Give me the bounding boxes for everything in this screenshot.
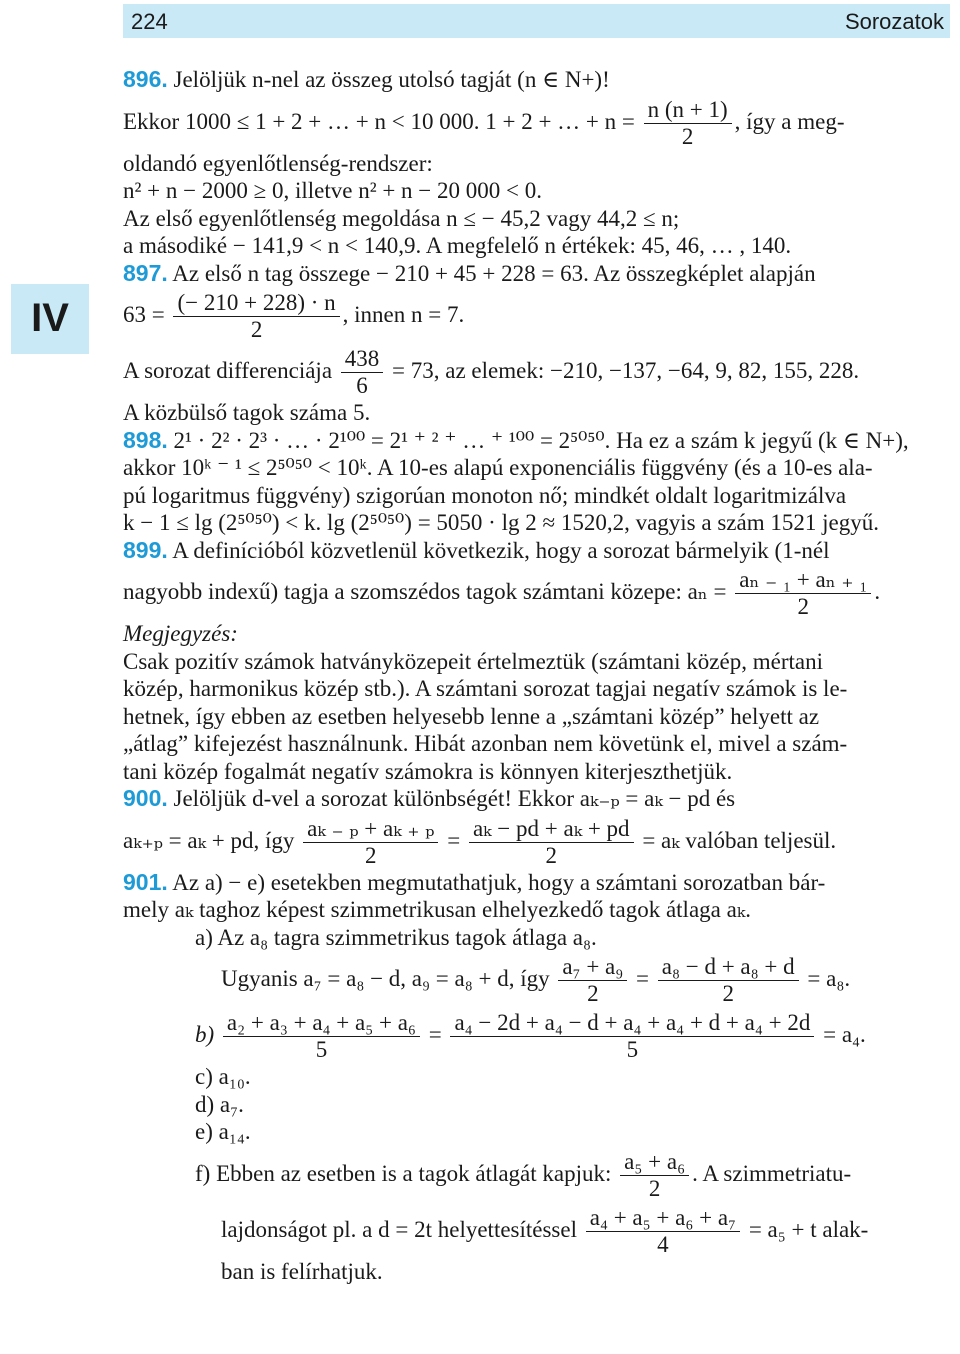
fraction: $\frac{\text{a₇ + a₉}}{2}$	[558, 954, 627, 1007]
case-f-line-1: f) Ebben az esetben is a tagok átlagát kapjuk: $\frac{\text{a₅ + a₆}}{2}$ . A szimmetriatu-	[195, 1148, 852, 1201]
problem-899-line-2: nagyobb indexű) tagja a szomszédos tagok számtani közepe: aₙ = $\frac{\text{aₙ ₋ ₁ + aₙ ₊ ₁}}{2}$ .	[123, 567, 881, 620]
fraction: $\frac{\text{a₄ + a₅ + a₆ + a₇}}{4}$	[586, 1205, 740, 1258]
case-a-equation: Ugyanis a₇ = a₈ − d, a₉ = a₈ + d, így $\frac{\text{a₇ + a₉}}{2}$ = $\frac{\text{a₈ − d + a₈ + d}}{2}$ = a₈.	[221, 954, 851, 1007]
problem-896-line-1: 896. Jelöljük n-nel az összeg utolsó tagját (n ∈ N+)!	[123, 66, 610, 92]
fraction: $\frac{\text{a₈ − d + a₈ + d}}{2}$	[658, 954, 799, 1007]
fraction: $\frac{\text{aₖ ₋ ₚ + aₖ ₊ ₚ}}{2}$	[303, 816, 438, 869]
case-b-equation: b) $\frac{\text{a₂ + a₃ + a₄ + a₅ + a₆}}{5}$ = $\frac{\text{a₄ − 2d + a₄ − d + a₄ + a₄ + d + a₄ + 2d}}{5}$ = a₄.	[195, 1010, 866, 1063]
fraction: $\frac{(- 210 + 228) \cdot n}{2}$	[173, 290, 339, 343]
fraction: $\frac{\text{a₅ + a₆}}{2}$	[620, 1149, 689, 1202]
problem-number: 900.	[123, 785, 168, 811]
fraction: $\frac{438}{6}$	[341, 346, 384, 399]
fraction: $\frac{\text{aₙ ₋ ₁ + aₙ ₊ ₁}}{2}$	[735, 567, 871, 620]
fraction: $\frac{\text{a₂ + a₃ + a₄ + a₅ + a₆}}{5}$	[223, 1010, 420, 1063]
note-label: Megjegyzés:	[123, 621, 238, 646]
problem-number: 898.	[123, 426, 168, 453]
chapter-tab: IV	[11, 284, 89, 354]
chapter-title: Sorozatok	[844, 9, 944, 34]
fraction: $\frac{n (n + 1)}{2}$	[644, 97, 732, 150]
problem-897-line-2: 63 = $\frac{(- 210 + 228) \cdot n}{2}$ , innen n = 7.	[123, 290, 465, 343]
page-number: 224	[131, 9, 168, 34]
problem-number: 896.	[123, 66, 168, 92]
problem-900-line-1: 900. Jelöljük d-vel a sorozat különbségét! Ekkor aₖ₋ₚ = aₖ − pd és	[123, 785, 736, 811]
problem-897-line-1: 897. Az első n tag összege − 210 + 45 + 228 = 63. Az összegképlet alapján	[123, 259, 816, 286]
problem-number: 899.	[123, 536, 168, 563]
problem-900-line-2: aₖ₊ₚ = aₖ + pd, így $\frac{\text{aₖ ₋ ₚ + aₖ ₊ ₚ}}{2}$ = $\frac{\text{aₖ − pd + aₖ + pd}}{2}$ = aₖ valóban teljesül.	[123, 815, 837, 868]
problem-number: 897.	[123, 259, 168, 286]
problem-899-line-1: 899. A definícióból közvetlenül következik, hogy a sorozat bármelyik (1-nél	[123, 536, 830, 563]
page-header	[123, 4, 950, 38]
fraction: $\frac{\text{aₖ − pd + aₖ + pd}}{2}$	[469, 816, 634, 869]
problem-898-line-1: 898. 2¹ · 2² · 2³ · … · 2¹⁰⁰ = 2¹ ⁺ ² ⁺ … ⁺ ¹⁰⁰ = 2⁵⁰⁵⁰. Ha ez a szám k jegyű (k ∈ N+),	[123, 426, 909, 453]
case-f-line-2: lajdonságot pl. a d = 2t helyettesítéssel $\frac{\text{a₄ + a₅ + a₆ + a₇}}{4}$ = a₅ + t alak-	[221, 1204, 869, 1257]
problem-897-line-3: A sorozat differenciája $\frac{438}{6}$ = 73, az elemek: −210, −137, −64, 9, 82, 155, 228.	[123, 346, 860, 399]
problem-896-line-2: Ekkor 1000 ≤ 1 + 2 + … + n < 10 000. 1 + 2 + … + n = $\frac{n (n + 1)}{2}$ , így a meg-	[123, 96, 845, 149]
page-content: 896. Jelöljük n-nel az összeg utolsó tagját (n ∈ N+)! Ekkor 1000 ≤ 1 + 2 + … + n < 10 000. 1 + 2 + … + n = $\frac{n (n + 1)}{2}$ , így a meg- oldandó egyenlőtlenség-rendszer: n² + n − 2000 ≥ 0, illetve n² + n − 20 000 < 0. Az első egyenlőtlenség megoldása n ≤ − 45,2 vagy 44,2 ≤ n; a másodiké − 141,9 < n < 140,9. A megfelelő n értékek: 45, 46, … , 140. 897. Az első n tag összege − 210 + 45 + 228 = 63. Az összegképlet alapján 63 = $\frac{(- 210 + 228) \cdot n}{2}$ , innen n = 7. A sorozat differenciája $\frac{438}{6}$ = 73, az elemek: −210, −137, −64, 9, 82, 155, 228. A közbülső tagok száma 5. 898. 2¹ · 2² · 2³ · … · 2¹⁰⁰ = 2¹ ⁺ ² ⁺ … ⁺ ¹⁰⁰ = 2⁵⁰⁵⁰. Ha ez a szám k jegyű (k ∈ N+), akkor 10ᵏ ⁻ ¹ ≤ 2⁵⁰⁵⁰ < 10ᵏ. A 10-es alapú exponenciális függvény (és a 10-es ala- pú logaritmus függvény) szigorúan monoton nő; mindkét oldalt logaritmizálva k − 1 ≤ lg (2⁵⁰⁵⁰) < k. lg (2⁵⁰⁵⁰) = 5050 · lg 2 ≈ 1520,2, vagyis a szám 1521 jegyű. 899. A definícióból közvetlenül következik, hogy a sorozat bármelyik (1-nél nagyobb indexű) tagja a szomszédos tagok számtani közepe: aₙ = $\frac{\text{aₙ ₋ ₁ + aₙ ₊ ₁}}{2}$ . Megjegyzés: Csak pozitív számok hatványközepeit értelmeztük (számtani közép, mértani közép, harmonikus közép stb.). A számtani sorozat tagjai negatív számok is le- hetnek, így ebben az esetben helyesebb lenne a „számtani közép” helyett az „átlag” kifejezést használnunk. Hibát azonban nem követünk el, mivel a szám- tani közép fogalmát negatív számokra is könnyen kiterjeszthetjük. 900. Jelöljük d-vel a sorozat különbségét! Ekkor aₖ₋ₚ = aₖ − pd és aₖ₊ₚ = aₖ + pd, így $\frac{\text{aₖ ₋ ₚ + aₖ ₊ ₚ}}{2}$ = $\frac{\text{aₖ − pd + aₖ + pd}}{2}$ = aₖ valóban teljesül. 901. Az a) − e) esetekben megmutathatjuk, hogy a számtani sorozatban bár- mely aₖ taghoz képest szimmetrikusan elhelyezkedő tagok átlaga aₖ. a) Az a₈ tagra szimmetrikus tagok átlaga a₈. Ugyanis a₇ = a₈ − d, a₉ = a₈ + d, így $\frac{\text{a₇ + a₉}}{2}$ = $\frac{\text{a₈ − d + a₈ + d}}{2}$ = a₈. b) $\frac{\text{a₂ + a₃ + a₄ + a₅ + a₆}}{5}$ = $\frac{\text{a₄ − 2d + a₄ − d + a₄ + a₄ + d + a₄ + 2d}}{5}$ = a₄. c) a₁₀. d) a₇. e) a₁₄. f) Ebben az esetben is a tagok átlagát kapjuk: $\frac{\text{a₅ + a₆}}{2}$ . A szimmetriatu- lajdonságot pl. a d = 2t helyettesítéssel $\frac{\text{a₄ + a₅ + a₆ + a₇}}{4}$ = a₅ + t alak- ban is felírhatjuk.	[123, 66, 951, 1285]
problem-901-line-1: 901. Az a) − e) esetekben megmutathatjuk, hogy a számtani sorozatban bár-	[123, 868, 826, 895]
problem-number: 901.	[123, 868, 168, 895]
fraction: $\frac{\text{a₄ − 2d + a₄ − d + a₄ + a₄ + d + a₄ + 2d}}{5}$	[450, 1010, 814, 1063]
